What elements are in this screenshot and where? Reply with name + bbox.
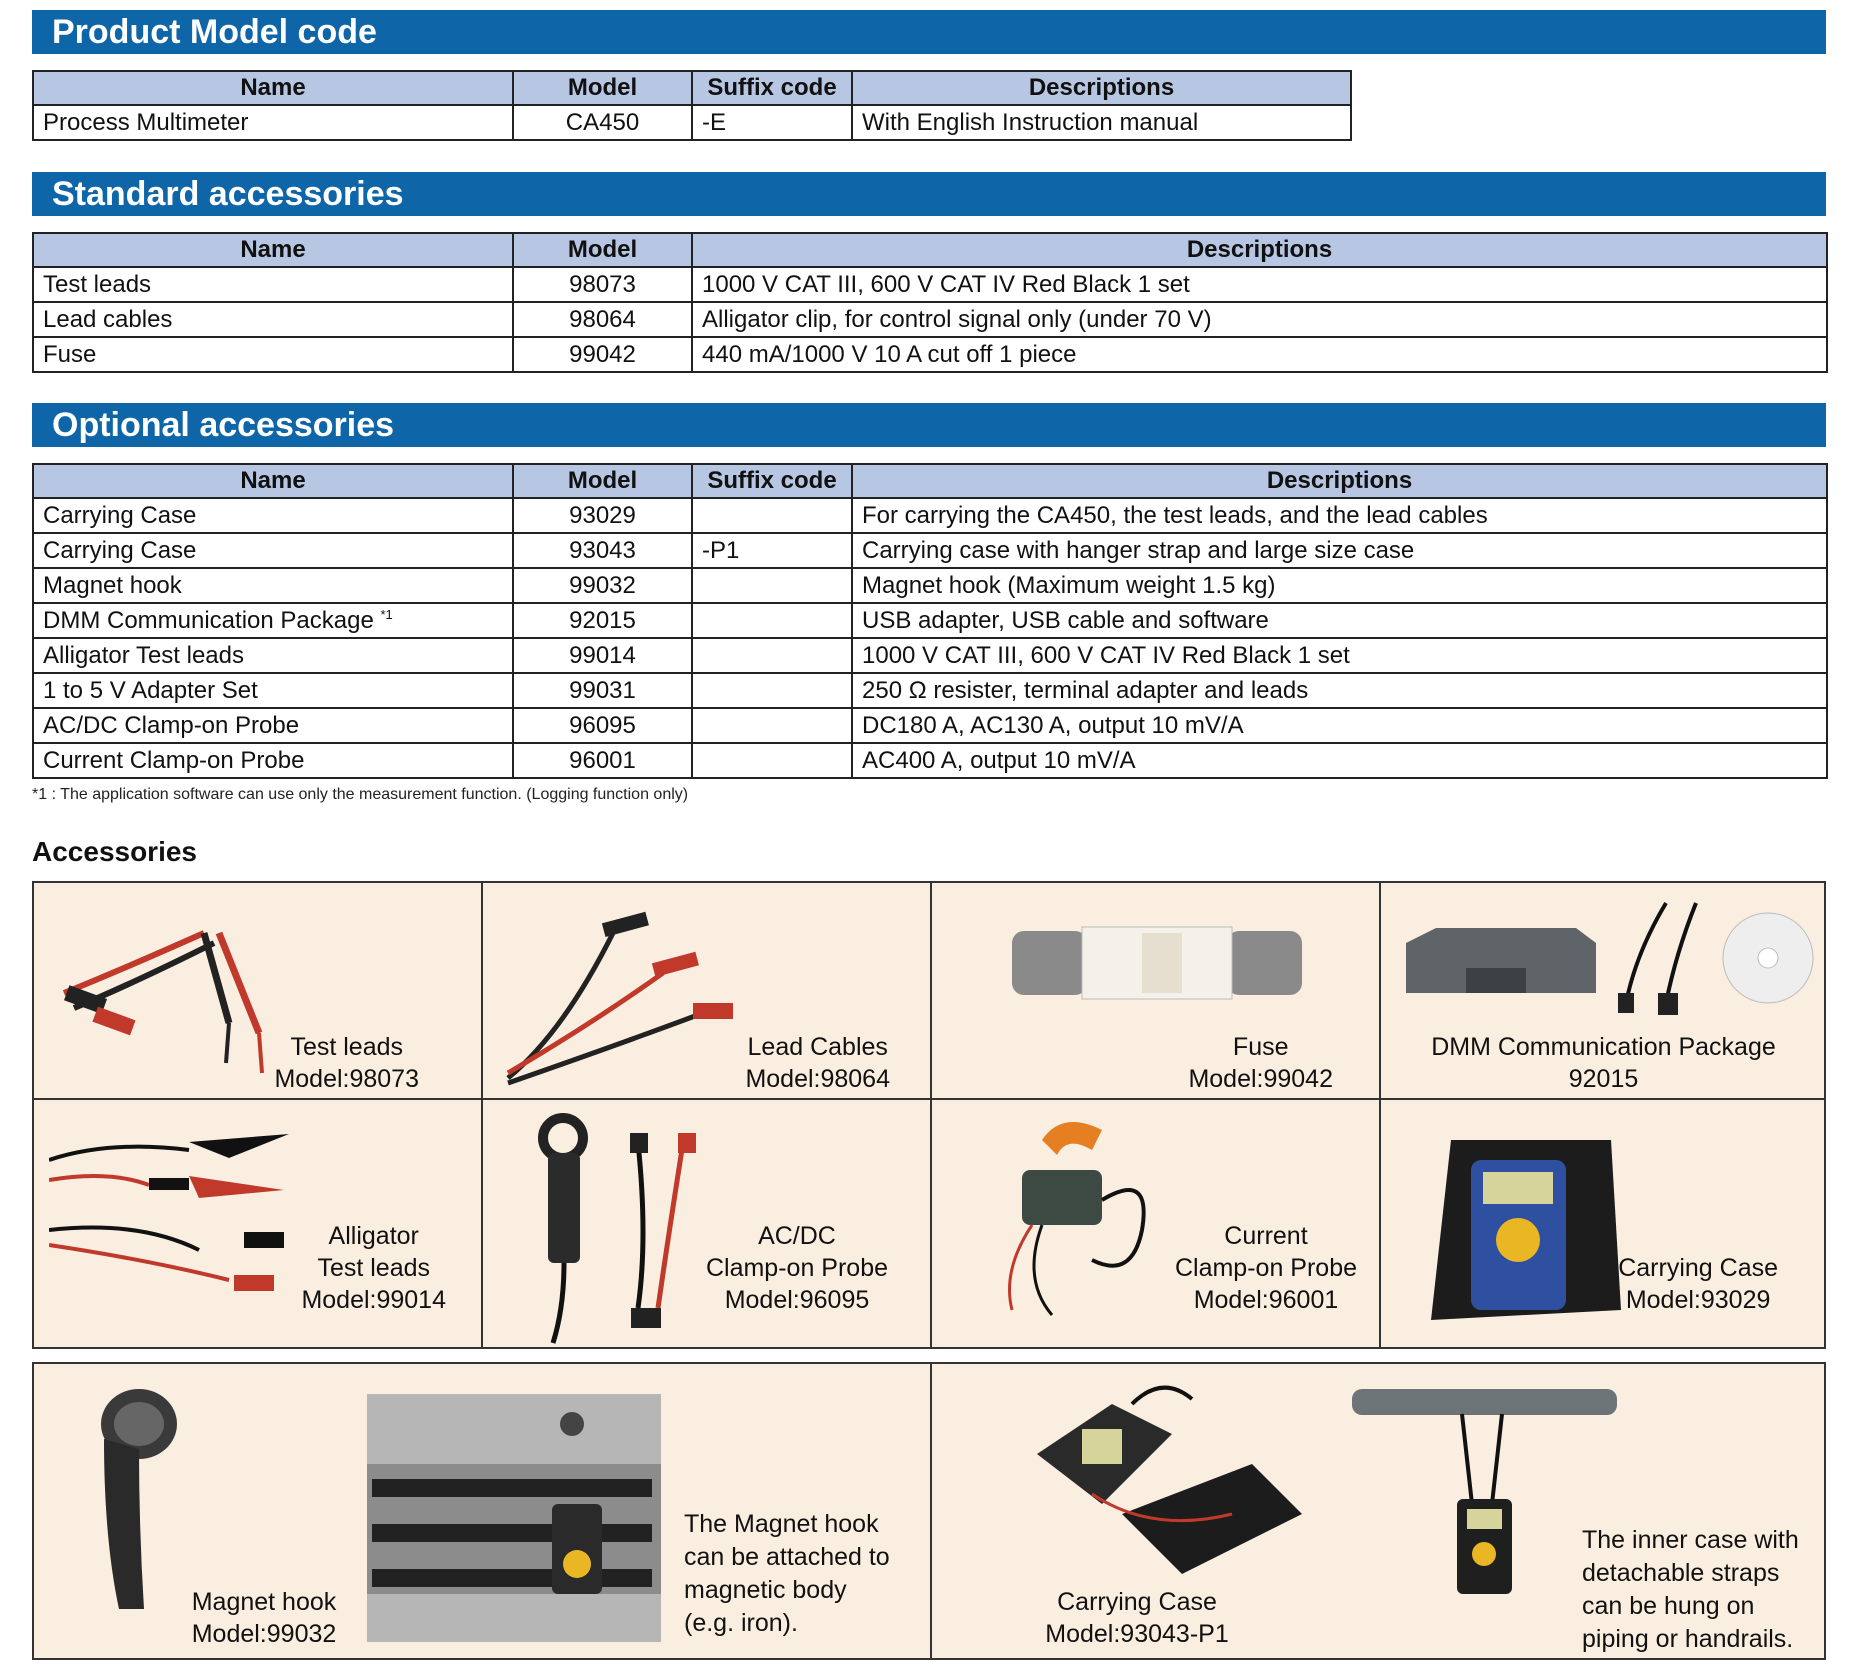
caption-model: Model:93029 [1625, 1286, 1771, 1314]
col-header-name: Name [33, 71, 513, 105]
cell-name: Process Multimeter [33, 105, 513, 140]
caption-model: Model:99032 [191, 1620, 337, 1648]
cell-suffix [692, 638, 852, 673]
carrying-case-p1-icon [1032, 1374, 1312, 1594]
cell-name: Magnet hook [33, 568, 513, 603]
col-header-name: Name [33, 233, 513, 267]
cell-suffix [692, 568, 852, 603]
caption-model: 92015 [1568, 1065, 1639, 1093]
caption-line1: Alligator [328, 1222, 419, 1250]
cell-description: DC180 A, AC130 A, output 10 mV/A [852, 708, 1827, 743]
caption-line1: Test leads [290, 1033, 403, 1061]
cell-name: 1 to 5 V Adapter Set [33, 673, 513, 708]
cell-name: Test leads [33, 267, 513, 302]
col-header-model: Model [513, 233, 692, 267]
accessory-card-current-clamp [932, 1100, 1381, 1347]
cell-description: 440 mA/1000 V 10 A cut off 1 piece [692, 337, 1827, 372]
cell-model: 93043 [513, 533, 692, 568]
cell-suffix: -E [692, 105, 852, 140]
caption-model: Model:93043-P1 [1045, 1620, 1229, 1648]
accessory-card-acdc-clamp [483, 1100, 932, 1347]
cell-name: Lead cables [33, 302, 513, 337]
alligator-leads-icon [49, 1120, 319, 1340]
caption-model: Model:96095 [724, 1286, 870, 1314]
accessories-row-1 [32, 881, 1826, 1100]
test-leads-icon [54, 903, 294, 1083]
magnet-hook-icon [84, 1389, 184, 1619]
cell-name: Fuse [33, 337, 513, 372]
cell-model: 92015 [513, 603, 692, 638]
accessory-card-fuse [932, 883, 1381, 1098]
carrying-case-icon [1421, 1120, 1621, 1340]
cell-suffix [692, 708, 852, 743]
cell-name: Carrying Case [33, 498, 513, 533]
optional-accessories-table [32, 463, 1828, 779]
table-row [33, 498, 1827, 533]
note-line: (e.g. iron). [684, 1609, 798, 1637]
note-line: can be attached to [684, 1543, 890, 1571]
note-line: magnetic body [684, 1576, 847, 1604]
cell-name-text: DMM Communication Package [43, 606, 374, 634]
cell-description: Alligator clip, for control signal only (under 70 V) [692, 302, 1827, 337]
cell-description: Carrying case with hanger strap and large size case [852, 533, 1827, 568]
col-header-suffix: Suffix code [692, 71, 852, 105]
lead-cables-icon [503, 903, 743, 1093]
table-row [33, 267, 1827, 302]
cell-name [33, 603, 513, 638]
cell-suffix: -P1 [692, 533, 852, 568]
caption-line1: Magnet hook [191, 1588, 337, 1616]
accessory-card-carrying-case [1381, 1100, 1826, 1347]
caption-model: Model:98073 [274, 1065, 419, 1093]
caption-model: Model:98064 [745, 1065, 890, 1093]
caption-line2: Clamp-on Probe [1174, 1254, 1357, 1282]
col-header-descriptions: Descriptions [852, 464, 1827, 498]
table-row [33, 302, 1827, 337]
caption-model: Model:99042 [1188, 1065, 1333, 1093]
cell-model: 99031 [513, 673, 692, 708]
cell-model: 99042 [513, 337, 692, 372]
caption-line2: Test leads [317, 1254, 430, 1282]
accessories-row-2 [32, 1098, 1826, 1349]
accessory-card-alligator-leads [34, 1100, 483, 1347]
cell-suffix [692, 498, 852, 533]
cell-name: AC/DC Clamp-on Probe [33, 708, 513, 743]
table-row [33, 105, 1351, 140]
caption-line1: Carrying Case [1618, 1254, 1778, 1282]
cell-model: 98064 [513, 302, 692, 337]
cell-description: 250 Ω resister, terminal adapter and leads [852, 673, 1827, 708]
cell-suffix [692, 743, 852, 778]
col-header-suffix: Suffix code [692, 464, 852, 498]
cell-description: With English Instruction manual [852, 105, 1351, 140]
table-row [33, 337, 1827, 372]
cell-suffix [692, 673, 852, 708]
col-header-descriptions: Descriptions [852, 71, 1351, 105]
footnote-marker: *1 [380, 606, 393, 622]
cell-description: 1000 V CAT III, 600 V CAT IV Red Black 1 set [852, 638, 1827, 673]
caption-model: Model:99014 [301, 1286, 446, 1314]
caption-line2: Clamp-on Probe [705, 1254, 888, 1282]
table-row [33, 638, 1827, 673]
cell-description: 1000 V CAT III, 600 V CAT IV Red Black 1 set [692, 267, 1827, 302]
table-row [33, 533, 1827, 568]
accessory-card-carrying-case-p1 [932, 1364, 1824, 1658]
caption-line1: Current [1224, 1222, 1308, 1250]
accessory-card-lead-cables [483, 883, 932, 1098]
note-line: piping or handrails. [1582, 1625, 1794, 1653]
accessory-card-magnet-hook [34, 1364, 932, 1658]
footnote: *1 : The application software can use only the measurement function. (Logging function only) [32, 786, 689, 803]
cell-description: AC400 A, output 10 mV/A [852, 743, 1827, 778]
cell-model: 99032 [513, 568, 692, 603]
col-header-model: Model [513, 464, 692, 498]
accessories-row-3 [32, 1362, 1826, 1660]
cell-model: 93029 [513, 498, 692, 533]
caption-line1: Fuse [1232, 1033, 1289, 1061]
section-header-standard-accessories: Standard accessories [32, 172, 1826, 216]
fuse-icon [1012, 923, 1302, 1003]
table-row [33, 673, 1827, 708]
accessory-card-test-leads [34, 883, 483, 1098]
cell-name: Alligator Test leads [33, 638, 513, 673]
usb-package-icon [1396, 893, 1816, 1023]
cell-model: 99014 [513, 638, 692, 673]
cell-model: 98073 [513, 267, 692, 302]
caption-line1: Carrying Case [1057, 1588, 1217, 1616]
cell-description: USB adapter, USB cable and software [852, 603, 1827, 638]
carrying-case-note [1582, 1524, 1799, 1656]
table-row [33, 708, 1827, 743]
note-line: The inner case with [1582, 1526, 1799, 1554]
caption-line1: DMM Communication Package [1431, 1033, 1776, 1061]
note-line: can be hung on [1582, 1592, 1755, 1620]
section-header-optional-accessories: Optional accessories [32, 403, 1826, 447]
col-header-name: Name [33, 464, 513, 498]
table-row [33, 603, 1827, 638]
col-header-descriptions: Descriptions [692, 233, 1827, 267]
product-model-code-table [32, 70, 1352, 141]
table-row [33, 743, 1827, 778]
section-header-product-model-code: Product Model code [32, 10, 1826, 54]
cell-description: For carrying the CA450, the test leads, and the lead cables [852, 498, 1827, 533]
col-header-model: Model [513, 71, 692, 105]
note-line: The Magnet hook [684, 1510, 879, 1538]
cell-model: 96001 [513, 743, 692, 778]
table-row [33, 568, 1827, 603]
cell-model: 96095 [513, 708, 692, 743]
accessories-title: Accessories [32, 836, 198, 867]
cell-name: Carrying Case [33, 533, 513, 568]
accessory-card-dmm-package [1381, 883, 1826, 1098]
standard-accessories-table [32, 232, 1828, 373]
cell-description: Magnet hook (Maximum weight 1.5 kg) [852, 568, 1827, 603]
cell-suffix [692, 603, 852, 638]
cell-name: Current Clamp-on Probe [33, 743, 513, 778]
magnet-hook-note [684, 1508, 890, 1640]
cell-model: CA450 [513, 105, 692, 140]
caption-model: Model:96001 [1193, 1286, 1339, 1314]
caption-line1: Lead Cables [747, 1033, 888, 1061]
hanging-case-icon [1352, 1384, 1617, 1614]
panel-photo-image [367, 1394, 661, 1642]
current-clamp-probe-icon [982, 1110, 1182, 1340]
note-line: detachable straps [1582, 1559, 1780, 1587]
caption-line1: AC/DC [758, 1222, 836, 1250]
